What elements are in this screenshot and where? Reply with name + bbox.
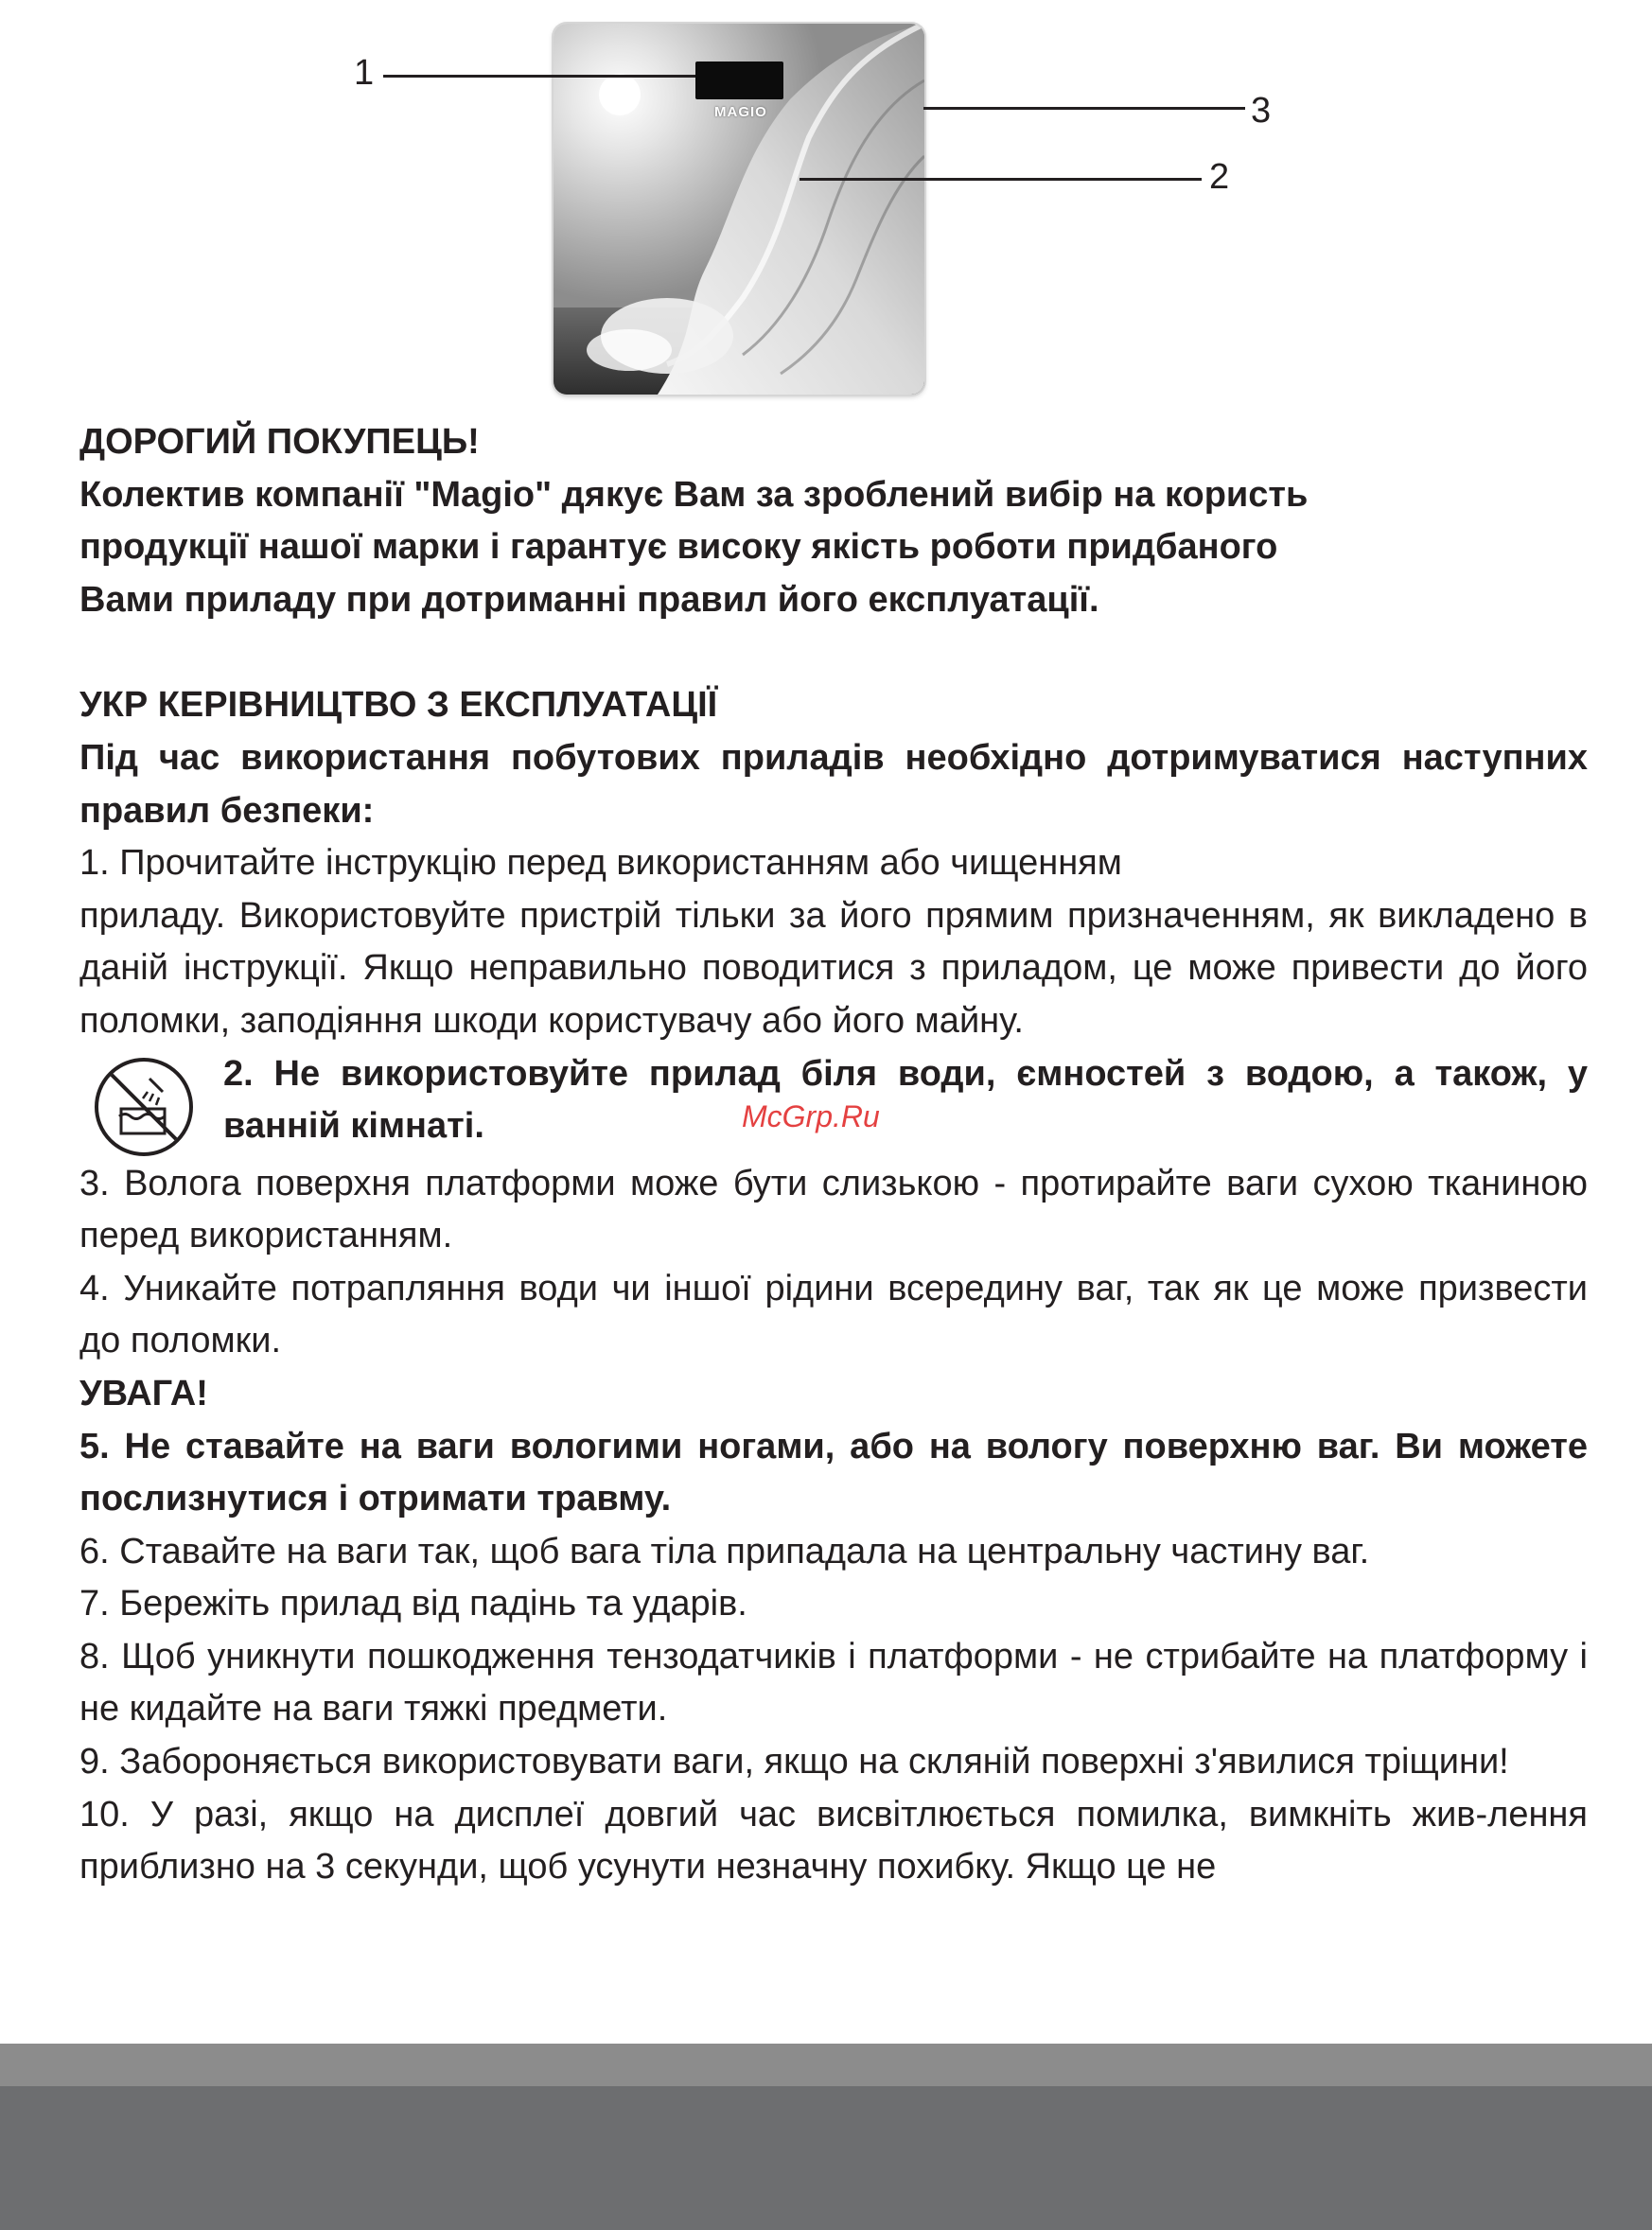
- rule-6: 6. Ставайте на ваги так, щоб вага тіла припадала на центральну частину ваг.: [79, 1531, 1370, 1572]
- rule-10: 10. У разі, якщо на дисплеї довгий час висвітлюється помилка, вимкніть жив-лення приблизно на 3 секунди, щоб усунути незначну похибку. Якщо це не: [79, 1794, 1588, 1888]
- callout-1-line: [383, 75, 695, 78]
- rule-1-first-line: 1. Прочитайте інструкцію перед використанням або чищенням: [79, 843, 1122, 884]
- warning-title: УВАГА!: [79, 1373, 208, 1414]
- product-figure: [0, 0, 1652, 407]
- rule-8: 8. Щоб уникнути пошкодження тензодатчиків і платформи - не стрибайте на платформу і не кидайте на ваги тяжкі предмети.: [79, 1636, 1588, 1730]
- lcd-display: [695, 61, 783, 99]
- watermark: McGrp.Ru: [742, 1099, 880, 1133]
- callout-3-line: [923, 107, 1245, 110]
- manual-title: УКР КЕРІВНИЦТВО З ЕКСПЛУАТАЦІЇ: [79, 685, 718, 726]
- rule-9: 9. Забороняється використовувати ваги, якщо на скляній поверхні з'явилися тріщини!: [79, 1742, 1509, 1782]
- callout-1-label: 1: [354, 53, 375, 93]
- rule-5: 5. Не ставайте на ваги вологими ногами, або на вологу поверхню ваг. Ви можете послизнутися і отримати травму.: [79, 1426, 1588, 1519]
- greeting-title: ДОРОГИЙ ПОКУПЕЦЬ!: [79, 422, 480, 462]
- rule-4: 4. Уникайте потрапляння води чи іншої рідини всередину ваг, так як це може призвести до поломки.: [79, 1268, 1588, 1361]
- manual-text: [79, 416, 1588, 1894]
- rule-7: 7. Бережіть прилад від падінь та ударів.: [79, 1584, 747, 1624]
- callout-2-label: 2: [1209, 157, 1230, 197]
- safety-intro: Під час використання побутових приладів необхідно дотримуватися наступних правил безпеки:: [79, 737, 1588, 831]
- callout-2-line: [800, 178, 1202, 181]
- rule-3: 3. Волога поверхня платформи може бути слизькою - протирайте ваги сухою тканиною перед використанням.: [79, 1163, 1588, 1256]
- no-water-icon: [93, 1056, 195, 1158]
- bathroom-scale-image: [554, 24, 924, 395]
- footer-band-dark: [0, 2086, 1652, 2230]
- footer-band-light: [0, 2044, 1652, 2086]
- brand-logo: MAGIO: [714, 104, 767, 120]
- greeting-line: Колектив компанії "Magio" дякує Вам за зроблений вибір на користь: [79, 474, 1309, 515]
- greeting-line: продукції нашої марки і гарантує високу якість роботи придбаного: [79, 527, 1278, 568]
- greeting-line: Вами приладу при дотриманні правил його експлуатації.: [79, 579, 1099, 620]
- callout-3-label: 3: [1251, 91, 1272, 131]
- rule-1: приладу. Використовуйте пристрій тільки за його прямим призначенням, як викладено в даній інструкції. Якщо неправильно поводитися з приладом, це може привести до його поломки, заподіяння шкоди користувачу або його майну.: [79, 895, 1588, 1041]
- rule-2: 2. Не використовуйте прилад біля води, ємностей з водою, а також, у ванній кімнаті.: [223, 1053, 1588, 1147]
